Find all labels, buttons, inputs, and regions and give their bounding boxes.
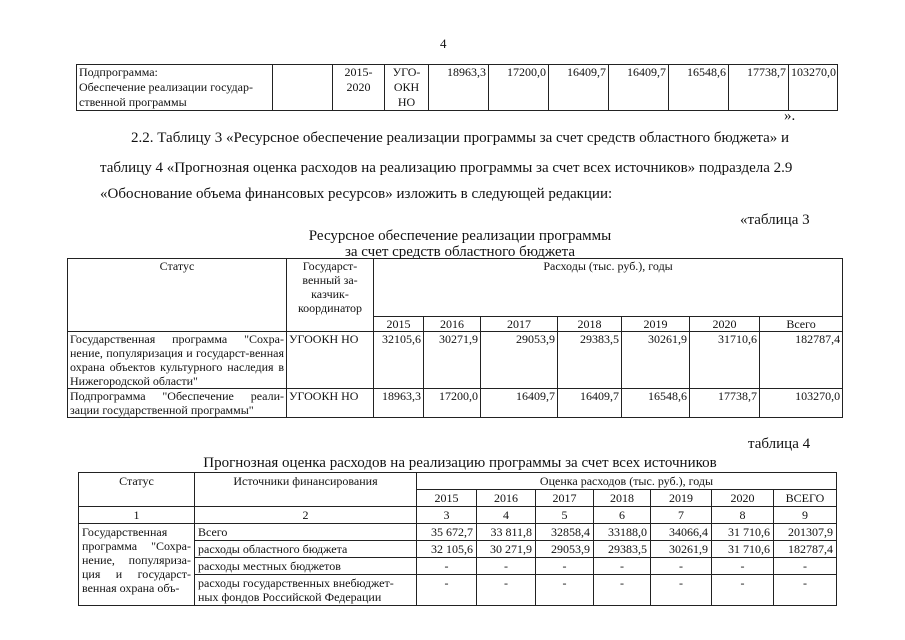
table4-value: - — [536, 558, 594, 575]
table3-status: Государственная программа "Сохра-нение, популяризация и государст-венная охрана объектов культурного наследия в Нижегородской области" — [68, 332, 287, 389]
table3-customer: УГООКН НО — [287, 332, 374, 389]
table4-year: ВСЕГО — [774, 490, 837, 507]
table3-year: 2018 — [558, 317, 622, 332]
table4-colnum-row — [79, 507, 837, 524]
top-row-value: 17200,0 — [489, 65, 549, 111]
table4-value: - — [594, 558, 651, 575]
top-row-value: 16548,6 — [669, 65, 729, 111]
table3-value: 182787,4 — [760, 332, 843, 389]
table4-year: 2017 — [536, 490, 594, 507]
table3-header-expenses: Расходы (тыс. руб.), годы — [374, 259, 843, 317]
table3-status: Подпрограмма "Обеспечение реали-зации государственной программы" — [68, 389, 287, 418]
table4-colnum: 6 — [594, 507, 651, 524]
table3-value: 16409,7 — [481, 389, 558, 418]
table4-source: Всего — [195, 524, 417, 541]
table4-colnum: 7 — [651, 507, 712, 524]
table3-value: 31710,6 — [690, 332, 760, 389]
table3-value: 29053,9 — [481, 332, 558, 389]
top-row-value: 16409,7 — [549, 65, 609, 111]
table4-value: 31 710,6 — [712, 541, 774, 558]
table3-value: 17200,0 — [424, 389, 481, 418]
table3-year: Всего — [760, 317, 843, 332]
table4-year: 2016 — [477, 490, 536, 507]
table3-value: 29383,5 — [558, 332, 622, 389]
table4-year: 2018 — [594, 490, 651, 507]
table3-year: 2020 — [690, 317, 760, 332]
table4-colnum: 8 — [712, 507, 774, 524]
table4-value: 29053,9 — [536, 541, 594, 558]
table3-year: 2017 — [481, 317, 558, 332]
table4-value: - — [651, 558, 712, 575]
table-row — [68, 389, 843, 418]
table4-value: 31 710,6 — [712, 524, 774, 541]
table4-value: 29383,5 — [594, 541, 651, 558]
table3-header-status: Статус — [68, 259, 287, 332]
table4-colnum: 9 — [774, 507, 837, 524]
table3-customer: УГООКН НО — [287, 389, 374, 418]
table4-colnum: 4 — [477, 507, 536, 524]
top-row-value: 103270,0 — [789, 65, 838, 111]
top-row-value: 16409,7 — [609, 65, 669, 111]
table4-value: 35 672,7 — [417, 524, 477, 541]
table3-year: 2015 — [374, 317, 424, 332]
table4-value: 33188,0 — [594, 524, 651, 541]
table4-value: 30 271,9 — [477, 541, 536, 558]
table4-value: - — [594, 575, 651, 606]
table4-header-row — [79, 473, 837, 490]
table-row — [79, 524, 837, 541]
table4-source: расходы государственных внебюджет-ных фондов Российской Федерации — [195, 575, 417, 606]
table4-value: - — [477, 575, 536, 606]
table3-value: 17738,7 — [690, 389, 760, 418]
table4-value: 34066,4 — [651, 524, 712, 541]
table4-value: - — [477, 558, 536, 575]
table4-colnum: 1 — [79, 507, 195, 524]
table4-colnum: 2 — [195, 507, 417, 524]
paragraph-line: 2.2. Таблицу 3 «Ресурсное обеспечение реализации программы за счет средств областного бюджета» и — [131, 130, 790, 146]
table4-value: - — [417, 558, 477, 575]
table3-value: 30271,9 — [424, 332, 481, 389]
table3-title-line1: Ресурсное обеспечение реализации программы — [308, 228, 612, 244]
table4-value: 32858,4 — [536, 524, 594, 541]
table3 — [67, 258, 843, 418]
table4-value: - — [712, 575, 774, 606]
page-number: 4 — [440, 36, 447, 51]
table4-value: 182787,4 — [774, 541, 837, 558]
table3-year: 2016 — [424, 317, 481, 332]
table3-value: 18963,3 — [374, 389, 424, 418]
paragraph-line: «Обоснование объема финансовых ресурсов» изложить в следующей редакции: — [100, 186, 613, 202]
table4-value: - — [417, 575, 477, 606]
table3-value: 30261,9 — [622, 332, 690, 389]
table4-value: - — [712, 558, 774, 575]
table4-value: 201307,9 — [774, 524, 837, 541]
top-table-row — [77, 65, 838, 111]
table4-status: Государственная программа "Сохра-нение, популяриза-ция и государст-венная охрана объ- — [79, 524, 195, 606]
top-row-years: 2015- 2020 — [333, 65, 385, 111]
table4-title: Прогнозная оценка расходов на реализацию программы за счет всех источников — [203, 455, 717, 471]
table3-title-line2: за счет средств областного бюджета — [344, 244, 576, 260]
top-row-empty — [273, 65, 333, 111]
table4-header-sources: Источники финансирования — [195, 473, 417, 507]
table3-value: 103270,0 — [760, 389, 843, 418]
table3-label: «таблица 3 — [740, 212, 810, 228]
table4-source: расходы местных бюджетов — [195, 558, 417, 575]
table4-value: 33 811,8 — [477, 524, 536, 541]
top-row-value: 17738,7 — [729, 65, 789, 111]
table4-value: - — [536, 575, 594, 606]
top-subprogram-table — [76, 64, 838, 111]
table4-value: - — [774, 558, 837, 575]
table4-value: 30261,9 — [651, 541, 712, 558]
table3-header-customer: Государст- венный за- казчик- координатор — [287, 259, 374, 332]
table4 — [78, 472, 837, 606]
paragraph-line: таблицу 4 «Прогнозная оценка расходов на реализацию программы за счет всех источников» подраздела 2.9 — [100, 160, 793, 176]
table4-value: 32 105,6 — [417, 541, 477, 558]
closing-quote: ». — [784, 108, 796, 124]
table4-label: таблица 4 — [748, 436, 811, 452]
table4-colnum: 5 — [536, 507, 594, 524]
table4-year: 2019 — [651, 490, 712, 507]
table3-year: 2019 — [622, 317, 690, 332]
table4-header-status: Статус — [79, 473, 195, 507]
table4-value: - — [774, 575, 837, 606]
table-row — [68, 332, 843, 389]
table3-header-row — [68, 259, 843, 317]
table4-source: расходы областного бюджета — [195, 541, 417, 558]
top-row-name: Подпрограмма: Обеспечение реализации государ- ственной программы — [77, 65, 273, 111]
top-row-executor: УГО- ОКН НО — [385, 65, 429, 111]
table3-value: 16409,7 — [558, 389, 622, 418]
table4-colnum: 3 — [417, 507, 477, 524]
table3-value: 16548,6 — [622, 389, 690, 418]
top-row-value: 18963,3 — [429, 65, 489, 111]
table4-year: 2020 — [712, 490, 774, 507]
table3-value: 32105,6 — [374, 332, 424, 389]
table4-year: 2015 — [417, 490, 477, 507]
table4-header-expenses: Оценка расходов (тыс. руб.), годы — [417, 473, 837, 490]
table4-value: - — [651, 575, 712, 606]
